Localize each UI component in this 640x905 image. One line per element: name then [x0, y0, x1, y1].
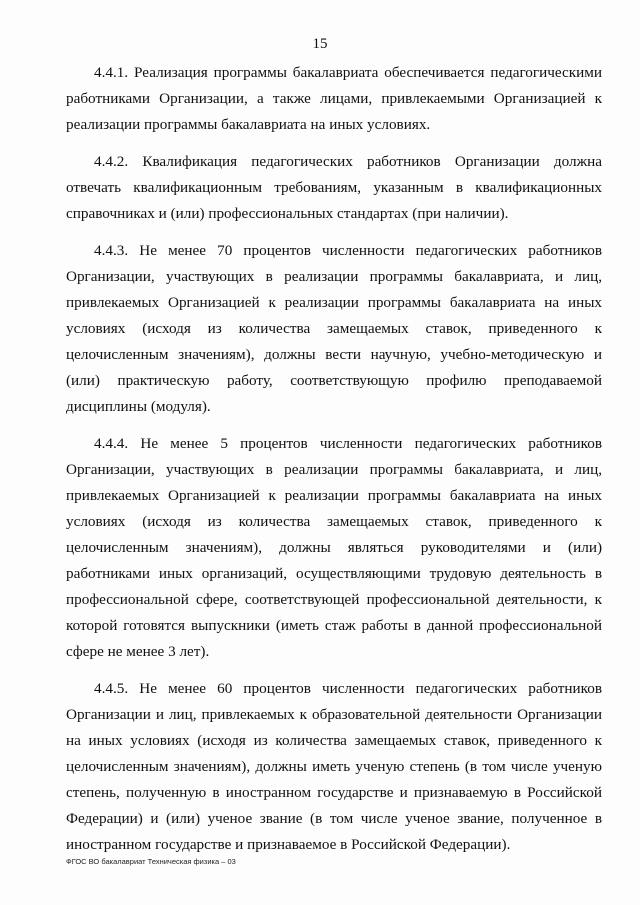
paragraph-4-4-5: 4.4.5. Не менее 60 процентов численности педагогических работников Организации и лиц, привлекаемых к образовательной деятельности Организации на иных условиях (исходя из количества замещаемых ставок, приведенного к целочисленным значениям), должны иметь ученую степень (в том числе ученую степень, полученную в иностранном государстве и признаваемую в Российской Федерации) и (или) ученое звание (в том числе ученое звание, полученное в иностранном государстве и признаваемое в Российской Федерации). [66, 680, 602, 853]
paragraph-4-4-3: 4.4.3. Не менее 70 процентов численности педагогических работников Организации, участвующих в реализации программы бакалавриата, и лиц, привлекаемых Организацией к реализации программы бакалавриата на иных условиях (исходя из количества замещаемых ставок, приведенного к целочисленным значениям), должны вести научную, учебно-методическую и (или) практическую работу, соответствующую профилю преподаваемой дисциплины (модуля). [66, 242, 602, 415]
page-number: 15 [312, 36, 328, 52]
document-body [66, 60, 602, 869]
paragraph-4-4-1: 4.4.1. Реализация программы бакалавриата обеспечивается педагогическими работниками Организации, а также лицами, привлекаемыми Организацией к реализации программы бакалавриата на иных условиях. [66, 64, 602, 133]
paragraph-4-4-4: 4.4.4. Не менее 5 процентов численности педагогических работников Организации, участвующих в реализации программы бакалавриата, и лиц, привлекаемых Организацией к реализации программы бакалавриата на иных условиях (исходя из количества замещаемых ставок, приведенного к целочисленным значениям), должны являться руководителями и (или) работниками иных организаций, осуществляющими трудовую деятельность в профессиональной сфере, соответствующей профессиональной деятельности, к которой готовятся выпускники (иметь стаж работы в данной профессиональной сфере не менее 3 лет). [66, 435, 602, 660]
page-footer: ФГОС ВО бакалавриат Техническая физика – 03 [66, 857, 236, 866]
paragraph-4-4-2: 4.4.2. Квалификация педагогических работников Организации должна отвечать квалификационным требованиям, указанным в квалификационных справочниках и (или) профессиональных стандартах (при наличии). [66, 153, 602, 222]
